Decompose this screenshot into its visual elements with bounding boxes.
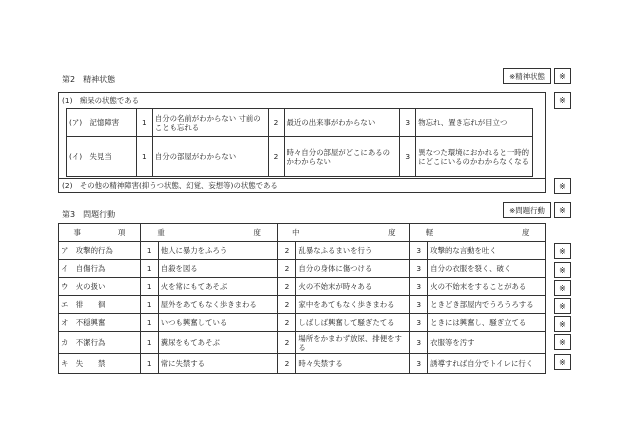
table-row xyxy=(59,296,546,314)
behavior-item: ウ 火の扱い xyxy=(59,278,141,296)
level-text: いつも興奮している xyxy=(158,314,278,332)
level-text: しばしば興奮して騒ぎたてる xyxy=(296,314,410,332)
level-text: 他人に暴力をふろう xyxy=(158,242,278,260)
table-row xyxy=(59,354,546,374)
level-number: 3 xyxy=(410,260,428,278)
level-number: 3 xyxy=(410,332,428,354)
level-text: 攻撃的な言動を吐く xyxy=(428,242,546,260)
level-text: ときどき部屋内でうろうろする xyxy=(428,296,546,314)
level-number: 1 xyxy=(140,314,158,332)
behavior-mark-4: ※ xyxy=(554,316,571,332)
level-text: 火の不始末をすることがある xyxy=(428,278,546,296)
header-moderate: 中 度 xyxy=(278,224,410,242)
level-text: 自分の部屋がわからない xyxy=(152,137,268,177)
section3-title: 第3 問題行動 xyxy=(62,210,116,219)
behavior-mark-5: ※ xyxy=(554,334,571,350)
header-mild: 軽 度 xyxy=(410,224,546,242)
behavior-item: イ 自傷行為 xyxy=(59,260,141,278)
section3-mark: ※ xyxy=(554,202,571,218)
level-number: 2 xyxy=(278,260,296,278)
level-number: 3 xyxy=(400,109,416,137)
level-number: 2 xyxy=(268,137,284,177)
level-text: 自殺を図る xyxy=(158,260,278,278)
level-text: ときには興奮し、騒ぎ立てる xyxy=(428,314,546,332)
level-text: 物忘れ、置き忘れが目立つ xyxy=(416,109,533,137)
level-number: 3 xyxy=(410,296,428,314)
behavior-mark-2: ※ xyxy=(554,280,571,296)
level-number: 1 xyxy=(140,354,158,374)
section2-title: 第2 精神状態 xyxy=(62,75,116,84)
level-text: 糞尿をもてあそぶ xyxy=(158,332,278,354)
level-number: 1 xyxy=(136,109,152,137)
table-row xyxy=(59,314,546,332)
level-number: 2 xyxy=(278,314,296,332)
behavior-table xyxy=(58,223,546,374)
level-number: 2 xyxy=(278,354,296,374)
level-number: 1 xyxy=(140,242,158,260)
level-text: 時々自分の部屋がどこにあるのかわからない xyxy=(284,137,400,177)
level-number: 3 xyxy=(410,242,428,260)
level-text: 家中をあてもなく歩きまわる xyxy=(296,296,410,314)
table-row xyxy=(59,242,546,260)
level-number: 3 xyxy=(410,354,428,374)
behavior-item: エ 徘 徊 xyxy=(59,296,141,314)
level-number: 1 xyxy=(140,296,158,314)
divider xyxy=(58,178,546,179)
level-text: 異なつた環境におかれると一時的にどこにいるのかわからなくなる xyxy=(416,137,533,177)
dementia-table xyxy=(66,108,533,177)
behavior-mark-6: ※ xyxy=(554,354,571,370)
table-row xyxy=(67,109,533,137)
behavior-item: キ 失 禁 xyxy=(59,354,141,374)
level-number: 3 xyxy=(400,137,416,177)
level-text: 自分の衣服を裂く、破く xyxy=(428,260,546,278)
level-number: 1 xyxy=(140,260,158,278)
table-row xyxy=(59,278,546,296)
table-row xyxy=(59,260,546,278)
level-number: 3 xyxy=(410,314,428,332)
level-number: 2 xyxy=(278,242,296,260)
level-text: 自分の名前がわからない 寸前のことも忘れる xyxy=(152,109,268,137)
level-number: 2 xyxy=(278,332,296,354)
level-number: 2 xyxy=(278,278,296,296)
behavior-mark-3: ※ xyxy=(554,298,571,314)
disorientation-label: (イ) 失見当 xyxy=(67,137,137,177)
header-item: 事 項 xyxy=(59,224,141,242)
table-row xyxy=(59,332,546,354)
level-text: 火の不始末が時々ある xyxy=(296,278,410,296)
level-text: 最近の出来事がわからない xyxy=(284,109,400,137)
other-disorder-mark: ※ xyxy=(554,178,571,194)
level-text: 自分の身体に傷つける xyxy=(296,260,410,278)
level-number: 2 xyxy=(268,109,284,137)
behavior-item: ア 攻撃的行為 xyxy=(59,242,141,260)
level-text: 衣服等を汚す xyxy=(428,332,546,354)
memory-label: (ア) 記憶障害 xyxy=(67,109,137,137)
level-number: 1 xyxy=(136,137,152,177)
level-number: 3 xyxy=(410,278,428,296)
other-disorder-label: (2) その他の精神障害(抑うつ状態、幻覚、妄想等)の状態である xyxy=(62,181,278,190)
section2-mark: ※ xyxy=(554,68,571,84)
behavior-item: オ 不穏興奮 xyxy=(59,314,141,332)
behavior-mark-0: ※ xyxy=(554,243,571,259)
header-severe: 重 度 xyxy=(140,224,278,242)
level-text: 火を常にもてあそぶ xyxy=(158,278,278,296)
level-number: 2 xyxy=(278,296,296,314)
level-number: 1 xyxy=(140,278,158,296)
behavior-item: カ 不潔行為 xyxy=(59,332,141,354)
behavior-mark-1: ※ xyxy=(554,262,571,278)
level-text: 誘導すれば自分でトイレに行く xyxy=(428,354,546,374)
dementia-label: (1) 痴呆の状態である xyxy=(62,96,139,105)
level-text: 屋外をあてもなく歩きまわる xyxy=(158,296,278,314)
dementia-mark: ※ xyxy=(554,92,571,109)
level-text: 常に失禁する xyxy=(158,354,278,374)
table-header-row xyxy=(59,224,546,242)
table-row xyxy=(67,137,533,177)
level-text: 時々失禁する xyxy=(296,354,410,374)
level-text: 乱暴なふるまいを行う xyxy=(296,242,410,260)
level-text: 場所をかまわず放尿、排便をする xyxy=(296,332,410,354)
level-number: 1 xyxy=(140,332,158,354)
mental-state-tag: ※精神状態 xyxy=(503,68,551,84)
behavior-tag: ※問題行動 xyxy=(503,202,551,218)
